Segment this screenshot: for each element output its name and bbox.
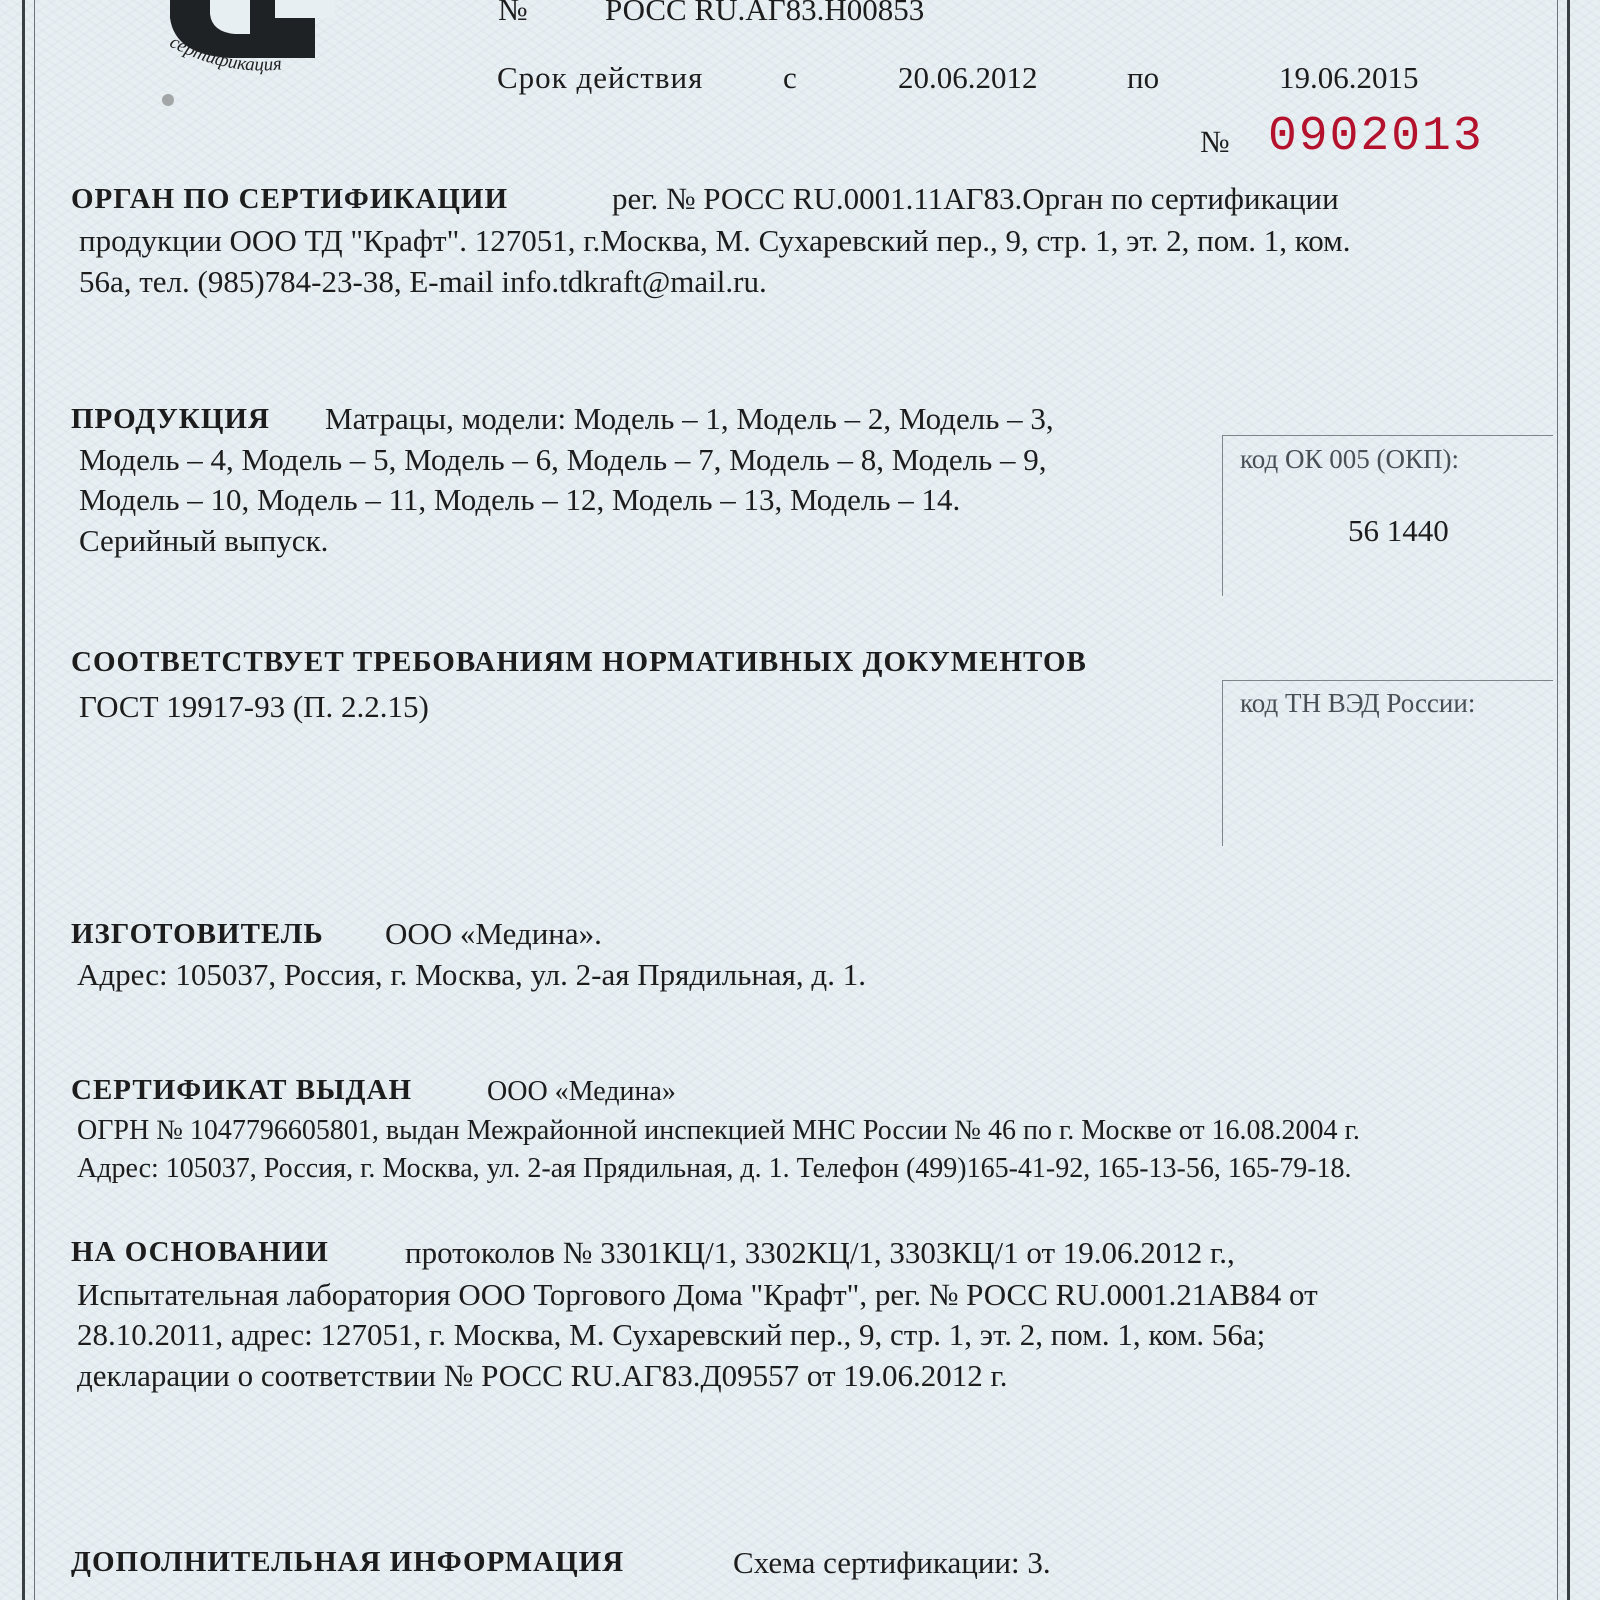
basis-line1: протоколов № 3301КЦ/1, 3302КЦ/1, 3303КЦ/1 от 19.06.2012 г., <box>405 1235 1235 1270</box>
basis-line2: Испытательная лаборатория ООО Торгового Дома "Крафт", рег. № РОСС RU.0001.21АВ84 от <box>77 1277 1318 1312</box>
basis-line3: 28.10.2011, адрес: 127051, г. Москва, М. Сухаревский пер., 9, стр. 1, эт. 2, пом. 1, ком. 56а; <box>77 1317 1266 1352</box>
issued-to-name: ООО «Медина» <box>487 1076 676 1107</box>
product-line2: Модель – 4, Модель – 5, Модель – 6, Модель – 7, Модель – 8, Модель – 9, <box>79 442 1047 477</box>
manufacturer-name: ООО «Медина». <box>385 916 602 951</box>
issued-to-ogrn: ОГРН № 1047796605801, выдан Межрайонной инспекцией МНС России № 46 по г. Москве от 16.08.2004 г. <box>77 1115 1360 1146</box>
basis-heading: НА ОСНОВАНИИ <box>71 1236 329 1268</box>
conformity-heading: СООТВЕТСТВУЕТ ТРЕБОВАНИЯМ НОРМАТИВНЫХ ДОКУМЕНТОВ <box>71 646 1087 678</box>
number-label: № <box>498 0 528 27</box>
issued-to-address: Адрес: 105037, Россия, г. Москва, ул. 2-ая Прядильная, д. 1. Телефон (499)165-41-92, 165-13-56, 165-79-18. <box>77 1153 1352 1184</box>
certificate-number: РОСС RU.АГ83.Н00853 <box>605 0 925 27</box>
okp-code-value: 56 1440 <box>1348 513 1449 548</box>
validity-date-to: 19.06.2015 <box>1279 60 1419 95</box>
validity-date-from: 20.06.2012 <box>898 60 1038 95</box>
tnved-code-label: код ТН ВЭД России: <box>1240 688 1476 718</box>
certification-body-line3: 56а, тел. (985)784-23-38, E-mail info.tdkraft@mail.ru. <box>79 264 767 299</box>
manufacturer-address: Адрес: 105037, Россия, г. Москва, ул. 2-ая Прядильная, д. 1. <box>77 957 866 992</box>
product-heading: ПРОДУКЦИЯ <box>71 403 270 435</box>
issued-to-heading: СЕРТИФИКАТ ВЫДАН <box>71 1074 413 1106</box>
certification-body-line2: продукции ООО ТД "Крафт". 127051, г.Москва, М. Сухаревский пер., 9, стр. 1, эт. 2, пом. 1, ком. <box>79 223 1351 258</box>
additional-info-text: Схема сертификации: 3. <box>733 1545 1051 1580</box>
logo-text: сертификация <box>166 31 283 76</box>
product-line1: Матрацы, модели: Модель – 1, Модель – 2, Модель – 3, <box>325 401 1054 436</box>
additional-info-heading: ДОПОЛНИТЕЛЬНАЯ ИНФОРМАЦИЯ <box>71 1546 625 1578</box>
certification-body-line1: рег. № РОСС RU.0001.11АГ83.Орган по сертификации <box>612 181 1339 216</box>
manufacturer-heading: ИЗГОТОВИТЕЛЬ <box>71 918 324 950</box>
certification-body-heading: ОРГАН ПО СЕРТИФИКАЦИИ <box>71 183 509 215</box>
certification-logo <box>140 0 360 110</box>
product-line3: Модель – 10, Модель – 11, Модель – 12, Модель – 13, Модель – 14. <box>79 482 961 517</box>
validity-to-label: по <box>1127 60 1160 95</box>
okp-code-label: код ОК 005 (ОКП): <box>1240 444 1459 474</box>
validity-label: Срок действия <box>497 60 704 95</box>
serial-number: 0902013 <box>1268 110 1484 164</box>
basis-line4: декларации о соответствии № РОСС RU.АГ83.Д09557 от 19.06.2012 г. <box>77 1358 1008 1393</box>
serial-number-label: № <box>1200 124 1230 159</box>
product-line4: Серийный выпуск. <box>79 523 329 558</box>
conformity-standard: ГОСТ 19917-93 (П. 2.2.15) <box>79 689 429 724</box>
validity-from-label: с <box>783 60 797 95</box>
